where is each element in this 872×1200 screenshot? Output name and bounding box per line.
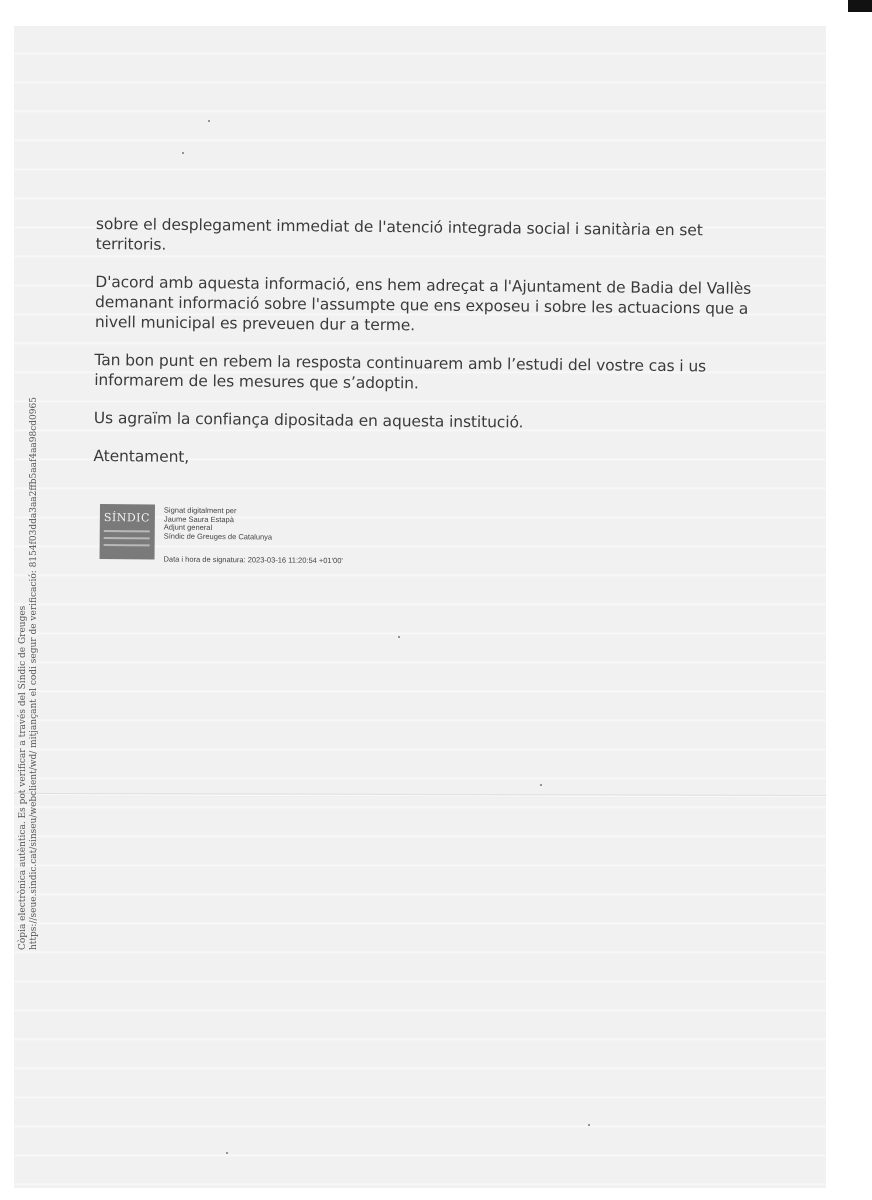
scan-speck [208,120,210,122]
scan-background [826,0,872,1200]
logo-rule [104,544,150,546]
paragraph-resposta: Tan bon punt en rebem la resposta continuarem amb l’estudi del vostre cas i us informarem de les mesures que s’adoptin. [94,350,707,393]
signer-institution: Síndic de Greuges de Catalunya [163,531,273,542]
verification-note [18,397,40,950]
verification-note-line: Còpia electrònica autèntica. Es pot verificar a través del Síndic de Greuges [18,605,28,950]
letter-body [93,214,756,491]
signer-name: Jaume Saura Estapà [163,514,234,524]
paragraph-ajuntament: D'acord amb aquesta informació, ens hem adreçat a l'Ajuntament de Badia del Vallès demanant informació sobre l'assumpte que ens exposeu i sobre les actuacions que a nivell municipal es preveuen dur a terme. [94,272,752,335]
sindic-logo [100,504,155,559]
digital-signature [99,504,360,566]
letter-page [14,26,826,1188]
scan-speck [182,152,184,154]
scan-speck [398,636,400,638]
scan-speck [540,784,542,786]
paragraph-agraiment: Us agraïm la confiança dipositada en aquesta institució. [93,408,524,432]
sindic-logo-word: SÍNDIC [103,511,151,525]
verification-url-line: https://seue.sindic.cat/sinseu/webclient/wd/ mitjançant el codi segur de verificació: 8154f03dda3aa2ffb5aaf4aa98cd0965 [29,397,39,950]
closing-salutation: Atentament, [93,446,190,466]
scan-corner-mark [848,0,872,12]
signature-line: Signat digitalment per [163,505,237,516]
signature-date: Data i hora de signatura: 2023-03-16 11:20:54 +01'00' [163,554,343,566]
paragraph-territories: sobre el desplegament immediat de l'atenció integrada social i sanitària en set territoris. [95,214,703,254]
scan-speck [226,1152,228,1154]
logo-rule [104,530,150,532]
signer-title: Adjunt general [163,522,213,532]
signature-details [164,507,273,542]
logo-rule [104,537,150,539]
scan-speck [588,1124,590,1126]
